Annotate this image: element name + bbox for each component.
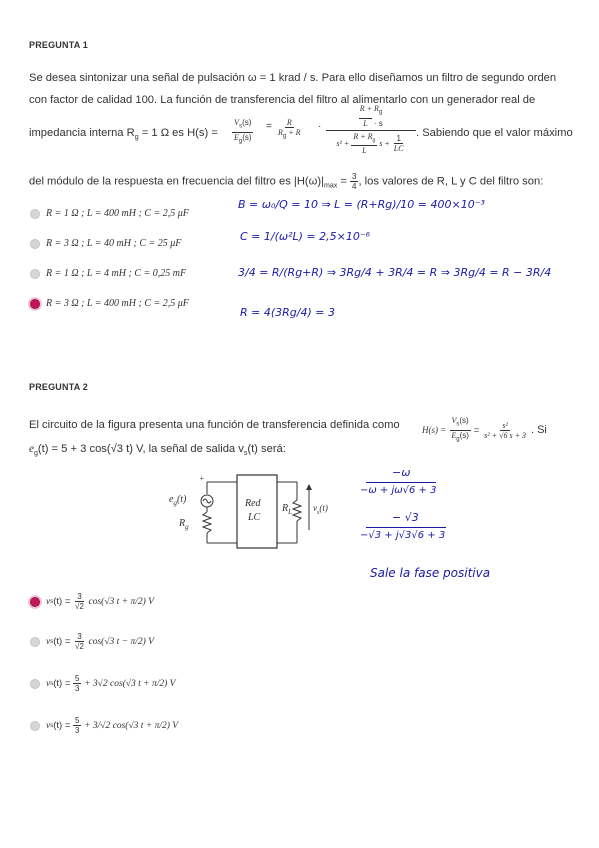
radio-button[interactable] <box>30 209 40 219</box>
q1-tf-divider: $\frac{R}{R_g + R}$ <box>278 118 301 140</box>
q1-line4: del módulo de la respuesta en frecuencia del filtro es $|H(\omega)|_{max}$ = $\frac{3}{4}$ , los valores de R, L y C del filtro son: <box>29 172 544 191</box>
q2-handwritten-note-3: − √3 <box>392 511 419 524</box>
q2-transfer-function: H(s) = $\frac{V_s(s)}{E_g(s)}$ = $\frac{\text{s²}}{\text{s² + √6 s + 3}}$ . Si <box>422 416 547 443</box>
option-label: R = 1 Ω ; L = 400 mH ; C = 2,5 μF <box>46 208 189 219</box>
option-label: R = 3 Ω ; L = 400 mH ; C = 2,5 μF <box>46 298 189 309</box>
q1-option-3[interactable] <box>30 268 186 279</box>
q2-handwritten-note-5: Sale la fase positiva <box>370 566 491 580</box>
q2-handwritten-note-1: −ω <box>392 466 411 479</box>
q1-handwritten-note-2: C = 1/(ω²L) = 2,5×10⁻⁶ <box>240 230 371 243</box>
radio-button[interactable] <box>30 637 40 647</box>
q2-line2: $e_g(t) = 5 + 3$ cos(√3 t) V, la señal de salida $v_s(t)$ será: <box>29 443 286 458</box>
q1-line3-tail: . Sabiendo que el valor máximo <box>416 127 573 139</box>
radio-button[interactable] <box>30 269 40 279</box>
q1-header: PREGUNTA 1 <box>29 40 89 50</box>
q1-handwritten-note-4: R = 4(3Rg/4) = 3 <box>240 306 335 319</box>
radio-button-selected[interactable] <box>30 299 40 309</box>
q1-tf-bandpass: $R + R_g$ L · s s² + $\frac{R + R_g}{L}$ s + $\frac{1}{LC}$ <box>326 104 416 155</box>
plus-sign: + <box>199 474 205 483</box>
q2-option-1[interactable]: v s (t) = $\frac{3}{√2}$ cos(√3 t + π/2) V <box>30 592 154 611</box>
radio-button[interactable] <box>30 721 40 731</box>
q2-header: PREGUNTA 2 <box>29 382 89 392</box>
q2-handwritten-note-2: −ω + jω√6 + 3 <box>360 485 437 496</box>
q2-option-2[interactable]: v s (t) = $\frac{3}{√2}$ cos(√3 t − π/2) V <box>30 632 154 651</box>
vs-label: $v_s(t)$ <box>313 503 328 516</box>
q1-line2: con factor de calidad 100. La función de transferencia del filtro al alimentarlo con un generador real de <box>29 94 536 106</box>
rl-label: $R_L$ <box>282 503 293 516</box>
q1-handwritten-note-3: 3/4 = R/(Rg+R) ⇒ 3Rg/4 + 3R/4 = R ⇒ 3Rg/4 = R − 3R/4 <box>238 266 552 279</box>
network-type-label: LC <box>248 512 261 523</box>
q2-option-3[interactable]: v s (t) = $\frac{5}{3}$ + 3√2 cos(√3 t + π/2) V <box>30 674 175 693</box>
q2-handwritten-note-4: −√3 + j√3√6 + 3 <box>360 530 446 541</box>
eg-label: $e_g(t)$ <box>169 494 187 507</box>
option-label: R = 3 Ω ; L = 40 mH ; C = 25 μF <box>46 238 182 249</box>
q1-handwritten-note-1: B = ω₀/Q = 10 ⇒ L = (R+Rg)/10 = 400×10⁻³ <box>238 198 485 211</box>
radio-button-selected[interactable] <box>30 597 40 607</box>
q2-line1: El circuito de la figura presenta una función de transferencia definida como <box>29 419 400 431</box>
q2-option-4[interactable]: v s (t) = $\frac{5}{3}$ + 3/√2 cos(√3 t + π/2) V <box>30 716 178 735</box>
q1-line3-text: impedancia interna $R_g = 1$ Ω es H(s) = <box>29 127 218 142</box>
q1-option-4[interactable] <box>30 298 189 309</box>
network-label: Red <box>245 498 261 509</box>
q1-option-1[interactable] <box>30 208 189 219</box>
q1-option-2[interactable] <box>30 238 181 249</box>
rg-label: $R_g$ <box>179 518 189 531</box>
radio-button[interactable] <box>30 679 40 689</box>
q1-line1: Se desea sintonizar una señal de pulsación ω = 1 krad / s. Para ello diseñamos un filtro de segundo orden <box>29 72 557 84</box>
q1-tf-vs-eg: $\frac{V_s(s)}{E_g(s)}$ <box>234 118 252 145</box>
option-label: R = 1 Ω ; L = 4 mH ; C = 0,25 mF <box>46 268 187 279</box>
radio-button[interactable] <box>30 239 40 249</box>
circuit-diagram <box>165 470 340 550</box>
